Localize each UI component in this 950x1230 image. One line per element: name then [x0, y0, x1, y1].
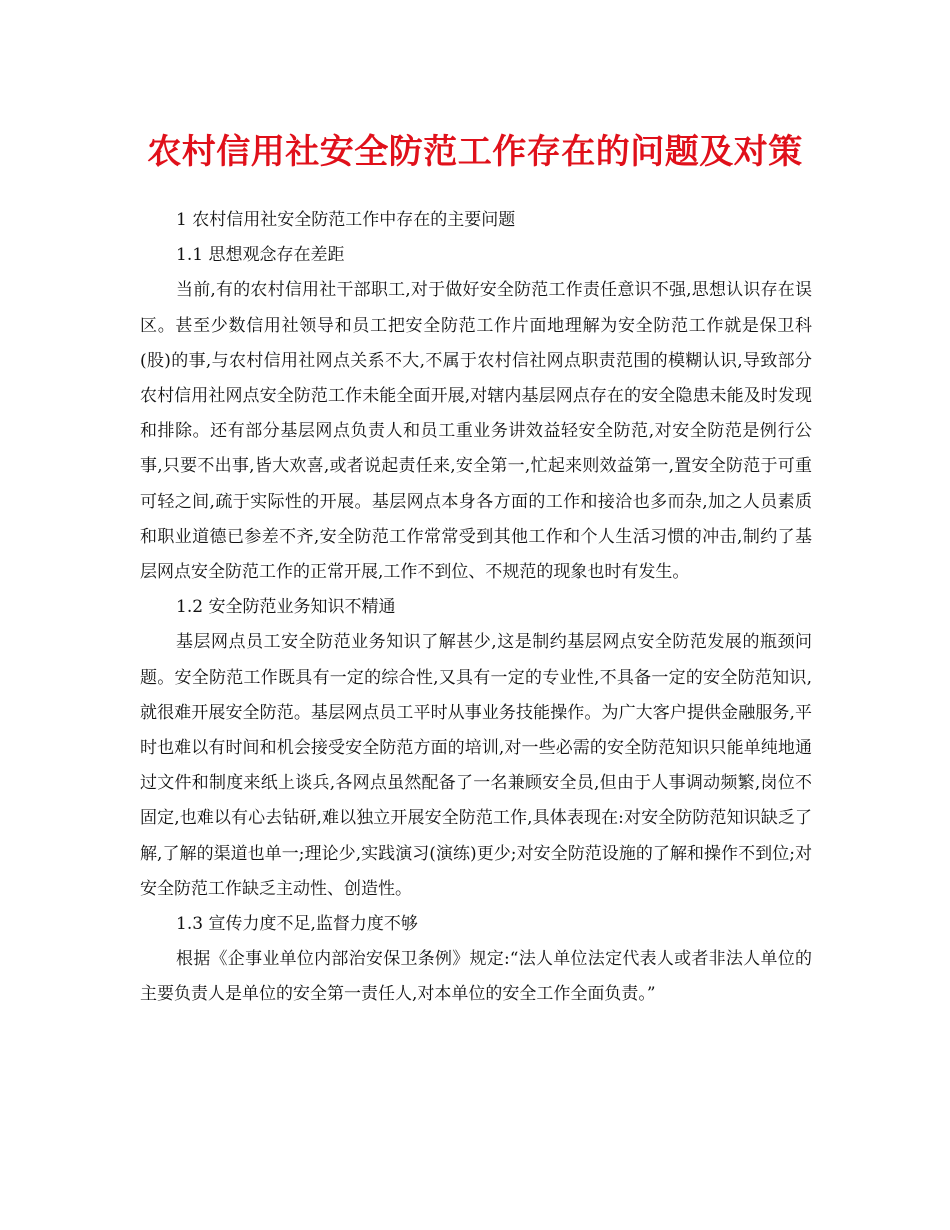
paragraph-1-3: 根据《企事业单位内部治安保卫条例》规定:“法人单位法定代表人或者非法人单位的主要负责人是单位的安全第一责任人,对本单位的安全工作全面负责。” [140, 949, 812, 1005]
section-heading-1: 1 农村信用社安全防范工作中存在的主要问题 [176, 210, 516, 230]
paragraph-1-1: 当前,有的农村信用社干部职工,对于做好安全防范工作责任意识不强,思想认识存在误区。甚至少数信用社领导和员工把安全防范工作片面地理解为安全防范工作就是保卫科(股)的事,与农村信用社网点关系不大,不属于农村信社网点职责范围的模糊认识,导致部分农村信用社网点安全防范工作未能全面开展,对辖内基层网点存在的安全隐患未能及时发现和排除。还有部分基层网点负责人和员工重业务讲效益轻安全防范,对安全防范是例行公事,只要不出事,皆大欢喜,或者说起责任来,安全第一,忙起来则效益第一,置安全防范于可重可轻之间,疏于实际性的开展。基层网点本身各方面的工作和接洽也多而杂,加之人员素质和职业道德已参差不齐,安全防范工作常常受到其他工作和个人生活习惯的冲击,制约了基层网点安全防范工作的正常开展,工作不到位、不规范的现象也时有发生。 [140, 280, 812, 583]
subsection-heading-1-1: 1.1 思想观念存在差距 [176, 245, 345, 266]
document-title: 农村信用社安全防范工作存在的问题及对策 [147, 132, 803, 172]
document-body [140, 203, 812, 1013]
subsection-heading-1-2: 1.2 安全防范业务知识不精通 [176, 597, 396, 618]
paragraph-1-2: 基层网点员工安全防范业务知识了解甚少,这是制约基层网点安全防范发展的瓶颈问题。安全防范工作既具有一定的综合性,又具有一定的专业性,不具备一定的安全防范知识,就很难开展安全防范。基层网点员工平时从事业务技能操作。为广大客户提供金融服务,平时也难以有时间和机会接受安全防范方面的培训,对一些必需的安全防范知识只能单纯地通过文件和制度来纸上谈兵,各网点虽然配备了一名兼顾安全员,但由于人事调动频繁,岗位不固定,也难以有心去钻研,难以独立开展安全防范工作,具体表现在:对安全防防范知识缺乏了解,了解的渠道也单一;理论少,实践演习(演练)更少;对安全防范设施的了解和操作不到位;对安全防范工作缺乏主动性、创造性。 [140, 632, 812, 899]
subsection-heading-1-3: 1.3 宣传力度不足,监督力度不够 [176, 914, 418, 935]
